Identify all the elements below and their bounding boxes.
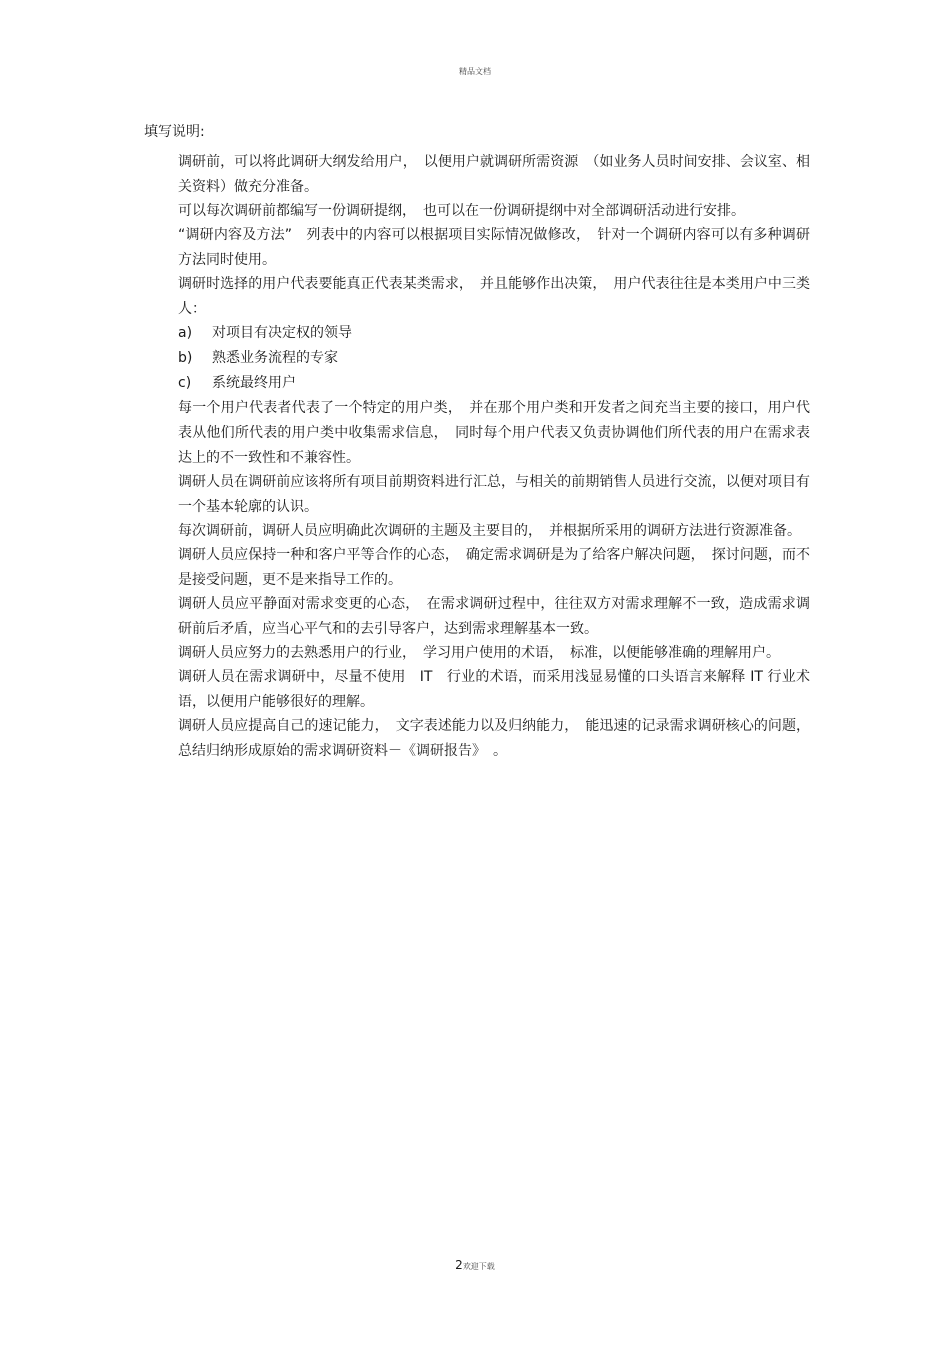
instruction-paragraph: 调研人员应平静面对需求变更的心态， 在需求调研过程中，往往双方对需求理解不一致，造成需求调研前后矛盾，应当心平气和的去引导客户，达到需求理解基本一致。 bbox=[178, 596, 810, 637]
instruction-paragraph: 每次调研前，调研人员应明确此次调研的主题及主要目的， 并根据所采用的调研方法进行资源准备。 bbox=[178, 523, 801, 539]
instruction-paragraph: 调研人员应提高自己的速记能力， 文字表述能力以及归纳能力， 能迅速的记录需求调研核心的问题，总结归纳形成原始的需求调研资料－《调研报告》 。 bbox=[178, 718, 810, 759]
list-item bbox=[178, 321, 810, 346]
list-item bbox=[178, 346, 810, 371]
instruction-paragraph: 调研人员在调研前应该将所有项目前期资料进行汇总，与相关的前期销售人员进行交流，以便对项目有一个基本轮廓的认识。 bbox=[178, 474, 810, 515]
list-marker: a) bbox=[178, 325, 193, 341]
footer-text: 欢迎下载 bbox=[462, 1262, 495, 1271]
instruction-paragraph: 调研人员应保持一种和客户平等合作的心态， 确定需求调研是为了给客户解决问题， 探讨问题，而不是接受问题，更不是来指导工作的。 bbox=[178, 547, 810, 588]
instruction-paragraph: 调研时选择的用户代表要能真正代表某类需求， 并且能够作出决策， 用户代表往往是本类用户中三类人： bbox=[178, 276, 810, 317]
list-marker: c) bbox=[178, 375, 192, 391]
list-item-text: 对项目有决定权的领导 bbox=[212, 325, 352, 341]
instructions-body bbox=[178, 150, 810, 763]
section-title: 填写说明: bbox=[144, 124, 205, 140]
instruction-paragraph: 调研人员应努力的去熟悉用户的行业， 学习用户使用的术语， 标准，以便能够准确的理解用户。 bbox=[178, 645, 780, 661]
instruction-paragraph: “调研内容及方法” 列表中的内容可以根据项目实际情况做修改， 针对一个调研内容可以有多种调研方法同时使用。 bbox=[178, 227, 810, 268]
page-header: 精品文档 bbox=[459, 67, 491, 76]
page-number: 2 bbox=[455, 1258, 463, 1272]
instruction-paragraph: 调研人员在需求调研中，尽量不使用 IT 行业的术语，而采用浅显易懂的口头语言来解释 IT 行业术语，以便用户能够很好的理解。 bbox=[178, 669, 810, 710]
page-footer bbox=[0, 1258, 950, 1272]
instruction-paragraph: 调研前，可以将此调研大纲发给用户， 以便用户就调研所需资源 （如业务人员时间安排、会议室、相关资料）做充分准备。 bbox=[178, 154, 810, 195]
list-marker: b) bbox=[178, 350, 193, 366]
instruction-paragraph: 每一个用户代表者代表了一个特定的用户类， 并在那个用户类和开发者之间充当主要的接口，用户代表从他们所代表的用户类中收集需求信息， 同时每个用户代表又负责协调他们所代表的用户在需求表达上的不一致性和不兼容性。 bbox=[178, 400, 810, 466]
list-item-text: 系统最终用户 bbox=[212, 375, 296, 391]
list-item-text: 熟悉业务流程的专家 bbox=[212, 350, 338, 366]
instruction-paragraph: 可以每次调研前都编写一份调研提纲， 也可以在一份调研提纲中对全部调研活动进行安排。 bbox=[178, 203, 745, 219]
list-item bbox=[178, 371, 810, 396]
